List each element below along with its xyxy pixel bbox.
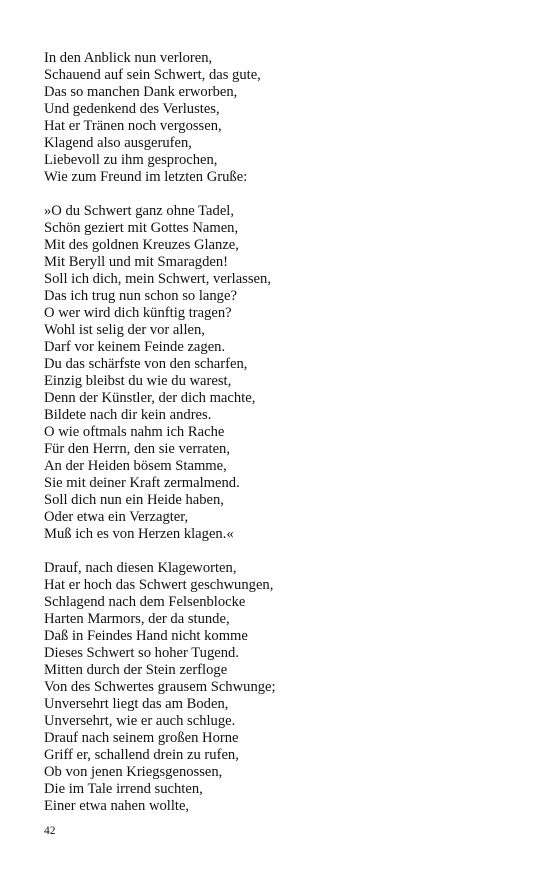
page-number: 42	[44, 825, 56, 837]
verse-line: »O du Schwert ganz ohne Tadel,	[44, 203, 234, 219]
verse-line: Oder etwa ein Verzagter,	[44, 509, 189, 525]
verse-line: Für den Herrn, den sie verraten,	[44, 441, 230, 457]
verse-line: O wie oftmals nahm ich Rache	[44, 424, 225, 440]
verse-line: Einzig bleibst du wie du warest,	[44, 373, 232, 389]
verse-line: O wer wird dich künftig tragen?	[44, 305, 232, 321]
verse-line: Darf vor keinem Feinde zagen.	[44, 339, 226, 355]
verse-line: Liebevoll zu ihm gesprochen,	[44, 152, 218, 168]
verse-line: Bildete nach dir kein andres.	[44, 407, 212, 423]
verse-line: Sie mit deiner Kraft zermalmend.	[44, 475, 240, 491]
stanza	[44, 203, 514, 543]
verse-line: Dieses Schwert so hoher Tugend.	[44, 645, 239, 661]
verse-line: Das so manchen Dank erworben,	[44, 84, 238, 100]
verse-line: Soll dich nun ein Heide haben,	[44, 492, 224, 508]
verse-line: Muß ich es von Herzen klagen.«	[44, 526, 234, 542]
verse-line: Hat er hoch das Schwert geschwungen,	[44, 577, 274, 593]
verse-line: Daß in Feindes Hand nicht komme	[44, 628, 248, 644]
verse-line: Schauend auf sein Schwert, das gute,	[44, 67, 261, 83]
verse-line: Schön geziert mit Gottes Namen,	[44, 220, 239, 236]
verse-line: Soll ich dich, mein Schwert, verlassen,	[44, 271, 271, 287]
verse-line: Griff er, schallend drein zu rufen,	[44, 747, 239, 763]
verse-line: Denn der Künstler, der dich machte,	[44, 390, 256, 406]
verse-line: Mit Beryll und mit Smaragden!	[44, 254, 229, 270]
verse-line: Unversehrt liegt das am Boden,	[44, 696, 229, 712]
verse-line: An der Heiden bösem Stamme,	[44, 458, 227, 474]
verse-line: Du das schärfste von den scharfen,	[44, 356, 248, 372]
verse-line: Klagend also ausgerufen,	[44, 135, 192, 151]
verse-line: Und gedenkend des Verlustes,	[44, 101, 220, 117]
verse-line: Einer etwa nahen wollte,	[44, 798, 190, 814]
verse-line: Das ich trug nun schon so lange?	[44, 288, 237, 304]
verse-line: Hat er Tränen noch vergossen,	[44, 118, 222, 134]
verse-line: Mitten durch der Stein zerfloge	[44, 662, 228, 678]
verse-line: Von des Schwertes grausem Schwunge;	[44, 679, 276, 695]
verse-line: Wie zum Freund im letzten Gruße:	[44, 169, 248, 185]
verse-line: Schlagend nach dem Felsenblocke	[44, 594, 246, 610]
poem-text	[44, 50, 514, 832]
stanza	[44, 50, 514, 186]
verse-line: Drauf nach seinem großen Horne	[44, 730, 239, 746]
verse-line: Mit des goldnen Kreuzes Glanze,	[44, 237, 239, 253]
verse-line: In den Anblick nun verloren,	[44, 50, 213, 66]
verse-line: Drauf, nach diesen Klageworten,	[44, 560, 237, 576]
verse-line: Unversehrt, wie er auch schluge.	[44, 713, 236, 729]
verse-line: Ob von jenen Kriegsgenossen,	[44, 764, 223, 780]
stanza	[44, 560, 514, 815]
verse-line: Wohl ist selig der vor allen,	[44, 322, 205, 338]
verse-line: Die im Tale irrend suchten,	[44, 781, 203, 797]
verse-line: Harten Marmors, der da stunde,	[44, 611, 230, 627]
